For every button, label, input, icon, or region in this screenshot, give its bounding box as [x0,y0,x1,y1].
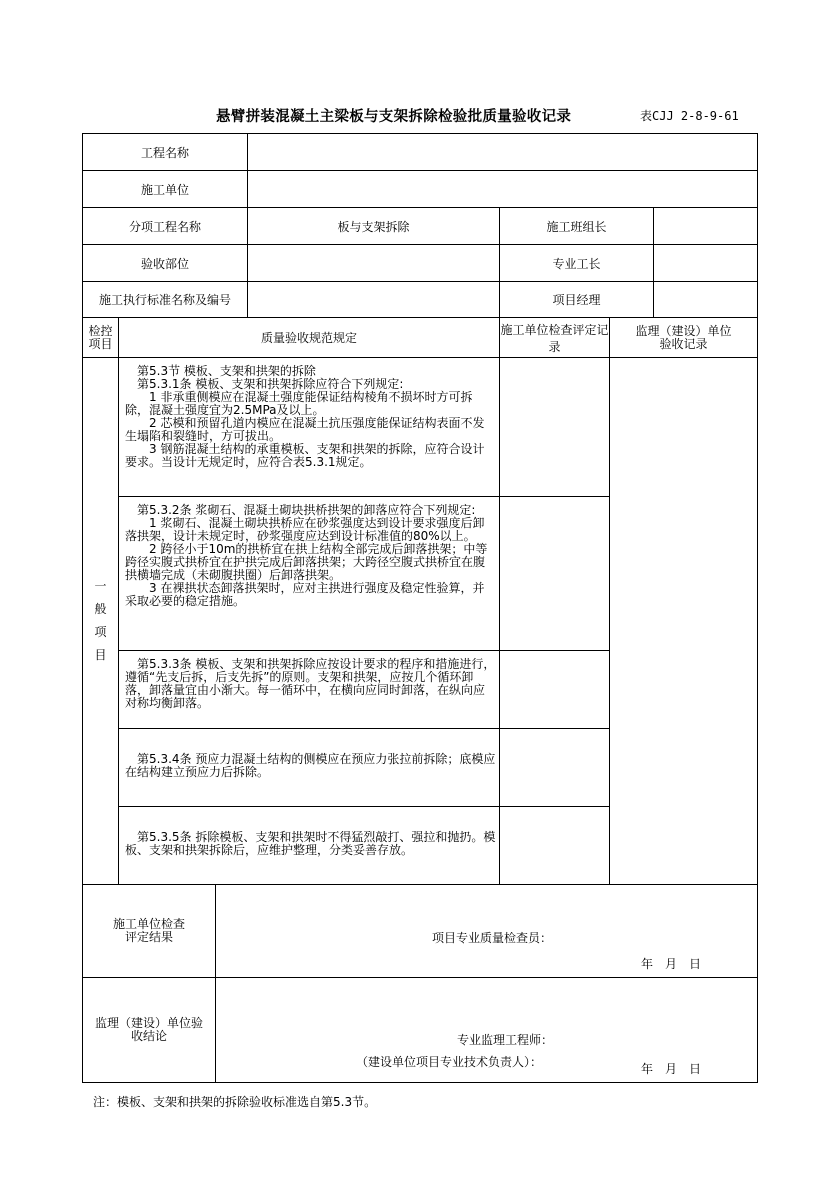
acceptance-part-field[interactable] [248,245,500,282]
item-line: 1 非承重侧模应在混凝土强度能保证结构棱角不损坏时方可拆除，混凝土强度宜为2.5MPa及以上。 [125,390,473,417]
item-line: 第5.3.5条 拆除模板、支架和拱架时不得猛烈敲打、强拉和抛扔。模板、支架和拱架拆除后，应维护整理，分类妥善存放。 [125,830,496,857]
footnote: 注：模板、支架和拱架的拆除验收标准选自第5.3节。 [93,1095,377,1109]
item-line: 第5.3.1条 模板、支架和拱架拆除应符合下列规定: [125,377,404,391]
col-check-item [83,318,119,358]
col-check-item-text: 检控项目 [88,323,113,351]
conclusion-date: 年 月 日 [641,1062,702,1076]
team-leader-label: 施工班组长 [500,208,654,245]
col-supervision-record-text: 监理（建设）单位验收记录 [635,323,732,351]
project-name-field[interactable] [248,134,758,171]
item-line: 2 芯模和预留孔道内模应在混凝土抗压强度能保证结构表面不发生塌陷和裂缝时，方可拔出。 [125,416,485,443]
acceptance-part-label: 验收部位 [83,245,248,282]
item-line: 第5.3.3条 模板、支架和拱架拆除应按设计要求的程序和措施进行，遵循“先支后拆，后支先拆”的原则。支架和拱架，应按几个循环卸落，卸落量宜由小渐大。每一循环中，在横向应同时卸落，在纵向应对称均衡卸落。 [125,657,496,710]
conclusion-label-cell [83,978,216,1083]
result-date: 年 月 日 [641,957,702,971]
item-rule-5 [119,807,500,885]
item-line: 第5.3.4条 预应力混凝土结构的侧模应在预应力张拉前拆除；底模应在结构建立预应力后拆除。 [125,752,496,779]
item-record-3[interactable] [500,651,610,729]
item-rule-1 [119,358,500,497]
item-record-2[interactable] [500,497,610,651]
item-line: 2 跨径小于10m的拱桥宜在拱上结构全部完成后卸落拱架；中等跨径实腹式拱桥宜在护拱完成后卸落拱架；大跨径空腹式拱桥宜在腹拱横墙完成（未砌腹拱圈）后卸落拱架。 [125,542,488,582]
item-line: 1 浆砌石、混凝土砌块拱桥应在砂浆强度达到设计要求强度后卸落拱架，设计未规定时，砂浆强度应达到设计标准值的80%以上。 [125,516,485,543]
general-items-label [83,358,119,885]
row-acceptance-part [83,245,758,282]
subitem-value[interactable]: 板与支架拆除 [248,208,500,245]
row-result [83,885,758,978]
item-line: 第5.3.2条 浆砌石、混凝土砌块拱桥拱架的卸落应符合下列规定: [125,503,476,517]
construction-unit-label: 施工单位 [83,171,248,208]
team-leader-field[interactable] [654,208,758,245]
foreman-field[interactable] [654,245,758,282]
supervision-record-cell[interactable] [610,358,758,885]
item-row [83,358,758,497]
row-construction-unit [83,171,758,208]
owner-label: （建设单位项目专业技术负责人）： [356,1055,543,1069]
item-record-1[interactable] [500,358,610,497]
col-construction-record: 施工单位检查评定记录 [500,318,610,358]
row-project-name [83,134,758,171]
item-record-5[interactable] [500,807,610,885]
project-name-label: 工程名称 [83,134,248,171]
row-subitem [83,208,758,245]
pm-label: 项目经理 [500,282,654,318]
form-code: 表CJJ 2-8-9-61 [640,109,739,123]
item-rule-4 [119,729,500,807]
row-conclusion [83,978,758,1083]
item-record-4[interactable] [500,729,610,807]
general-items-text: 一般项目 [94,579,107,662]
result-sign-area[interactable] [216,885,758,978]
item-rule-3 [119,651,500,729]
row-standard [83,282,758,318]
engineer-label: 专业监理工程师： [457,1033,554,1047]
standard-label: 施工执行标准名称及编号 [83,282,248,318]
inspector-label: 项目专业质量检查员： [432,931,553,945]
construction-unit-field[interactable] [248,171,758,208]
form-title: 悬臂拼装混凝土主梁板与支架拆除检验批质量验收记录 [216,109,572,125]
inspection-form-table [82,133,758,1083]
pm-field[interactable] [654,282,758,318]
result-label-cell [83,885,216,978]
item-line: 3 在裸拱状态卸落拱架时，应对主拱进行强度及稳定性验算，并采取必要的稳定措施。 [125,581,485,608]
conclusion-label: 监理（建设）单位验收结论 [94,1016,203,1043]
result-label: 施工单位检查评定结果 [112,917,185,944]
item-line: 3 钢筋混凝土结构的承重模板、支架和拱架的拆除，应符合设计要求。当设计无规定时，应符合表5.3.1规定。 [125,442,485,469]
subitem-label: 分项工程名称 [83,208,248,245]
row-column-headers [83,318,758,358]
item-rule-2 [119,497,500,651]
item-line: 第5.3节 模板、支架和拱架的拆除 [125,364,316,378]
col-quality-rule: 质量验收规范规定 [119,318,500,358]
foreman-label: 专业工长 [500,245,654,282]
col-supervision-record [610,318,758,358]
standard-field[interactable] [248,282,500,318]
conclusion-sign-area[interactable] [216,978,758,1083]
